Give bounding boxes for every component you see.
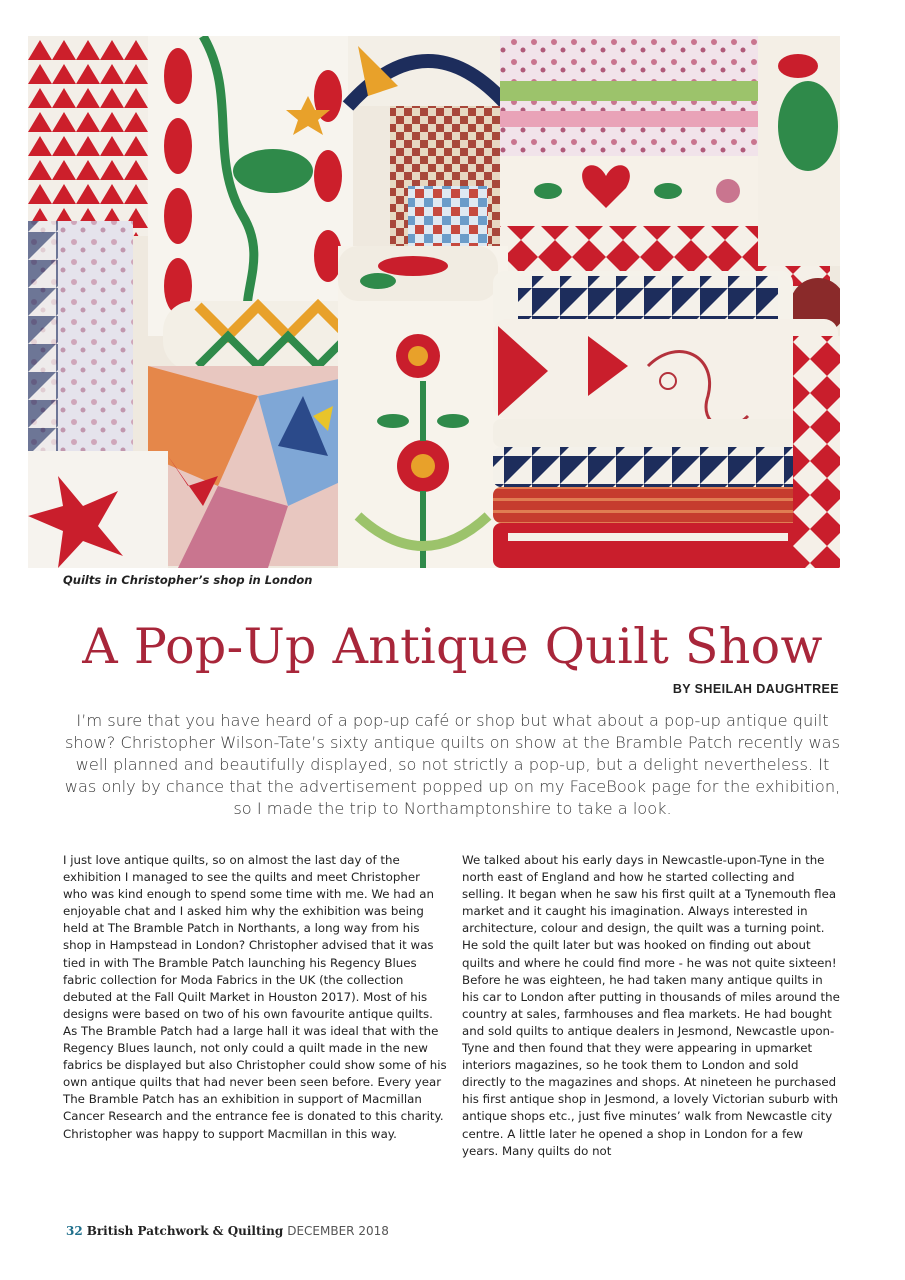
page-number: 32 <box>66 1224 83 1238</box>
body-column-right: We talked about his early days in Newcastle-upon-Tyne in the north east of England and how he started collecting and selling. It began when he saw his first quilt at a Tynemouth flea market and it caught his imagination. Always interested in architecture, colour and design, the quilt was a turning point. He sold the quilt later but was hooked on finding out about quilts and where he could find more - he was not quite sixteen! Before he was eighteen, he had taken many antique quilts in his car to London after putting in thousands of miles around the country at sales, farmhouses and flea markets. He had bought and sold quilts to antique dealers in Jesmond, Newcastle upon-Tyne and then found that they were appearing in upmarket interiors magazines, so he took them to London and sold directly to the magazines and shops. At nineteen he purchased his first antique shop in Jesmond, a lovely Victorian suburb with antique shops etc., just five minutes’ walk from Newcastle city centre. A little later he opened a shop in London for a few years. Many quilts do not <box>462 853 840 1158</box>
article-title: A Pop-Up Antique Quilt Show <box>82 618 823 675</box>
page-footer <box>66 1224 389 1238</box>
photo-caption: Quilts in Christopher’s shop in London <box>63 573 313 587</box>
intro-paragraph: I’m sure that you have heard of a pop-up café or shop but what about a pop-up antique quilt show? Christopher Wilson-Tate’s sixty antique quilts on show at the Bramble Patch recently was well planned and beautifully displayed, so not strictly a pop-up, but a delight nevertheless. It was only by chance that the advertisement popped up on my FaceBook page for the exhibition, so I made the trip to Northamptonshire to take a look. <box>64 711 841 818</box>
issue-date: DECEMBER 2018 <box>287 1224 389 1238</box>
author-byline: BY SHEILAH DAUGHTREE <box>672 682 839 696</box>
quilts-illustration <box>28 36 840 568</box>
body-column-left: I just love antique quilts, so on almost the last day of the exhibition I managed to see the quilts and meet Christopher who was kind enough to spend some time with me. We had an enjoyable chat and I asked him why the exhibition was being held at The Bramble Patch in Northants, a long way from his shop in Hampstead in London? Christopher advised that it was tied in with The Bramble Patch launching his Regency Blues fabric collection for Moda Fabrics in the UK (the collection debuted at the Fall Quilt Market in Houston 2017). Most of his designs were based on two of his own favourite antique quilts. As The Bramble Patch had a large hall it was ideal that with the Regency Blues launch, not only could a quilt made in the new fabrics be displayed but also Christopher could show some of his own antique quilts that had never been seen before. Every year The Bramble Patch has an exhibition in support of Macmillan Cancer Research and the entrance fee is donated to this charity. Christopher was happy to support Macmillan in this way. <box>63 853 447 1141</box>
quilts-photo <box>28 36 840 568</box>
magazine-name: British Patchwork & Quilting <box>86 1224 284 1238</box>
